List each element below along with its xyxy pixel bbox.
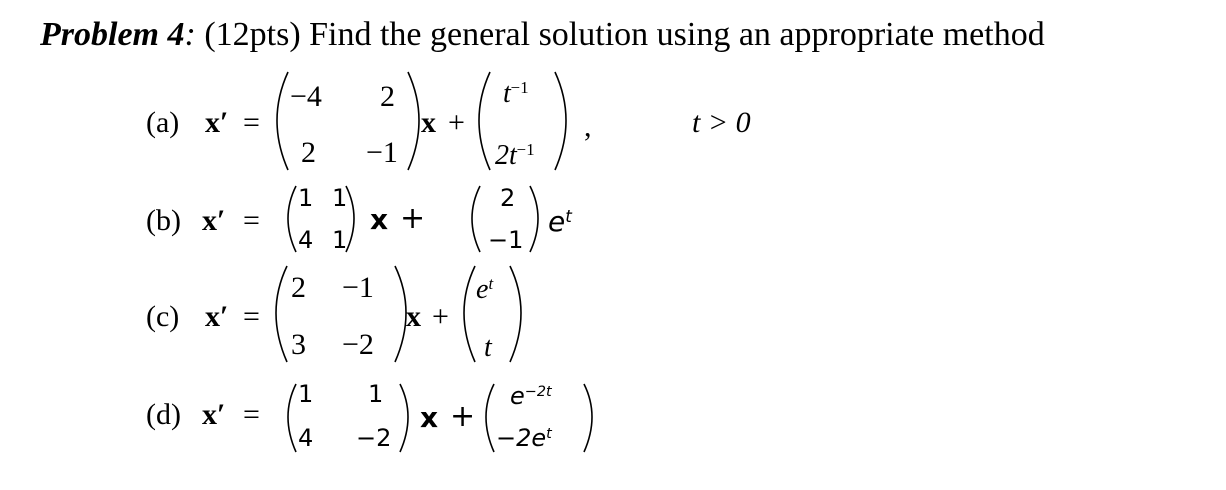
part-a-xprime: x′ <box>205 106 229 139</box>
part-d-m22: −2 <box>356 424 392 452</box>
part-c-m21: 3 <box>291 328 306 361</box>
part-d-vec-bottom: $-2e^t$ <box>496 424 552 452</box>
part-a-m21: 2 <box>301 136 316 169</box>
part-d-x: x <box>420 401 439 434</box>
part-b-m21: 4 <box>298 226 314 254</box>
part-b-x: x <box>370 203 389 236</box>
part-a-m11: −4 <box>290 80 322 113</box>
part-a-x: x <box>421 106 436 139</box>
part-c-vec-top: $e^t$ <box>476 273 494 305</box>
part-c-vec-bottom: t <box>484 332 492 363</box>
part-d-equals: = <box>243 398 260 431</box>
heading-colon: : <box>184 16 196 53</box>
part-d-m12: 1 <box>368 380 384 408</box>
part-b-m12: 1 <box>332 184 348 212</box>
part-b-vec-top: 2 <box>500 184 516 212</box>
part-b-exp: $e^t$ <box>548 205 572 238</box>
part-c-xprime: x′ <box>205 300 229 333</box>
heading-text: (12pts) Find the general solution using an appropriate method <box>195 16 1045 53</box>
part-c-m22: −2 <box>342 328 374 361</box>
part-a-vec-top: $t^{-1}$ <box>503 77 529 109</box>
part-c-x: x <box>406 300 421 333</box>
part-c-equals: = <box>243 300 260 333</box>
part-a-plus: + <box>448 106 465 139</box>
part-a-comma: , <box>584 110 592 143</box>
part-b-plus: + <box>400 201 426 236</box>
part-a-condition: t > 0 <box>692 106 751 139</box>
part-b-equals: = <box>243 204 260 237</box>
part-d-m21: 4 <box>298 424 314 452</box>
part-c-m11: 2 <box>291 271 306 304</box>
part-d-vec-top: $e^{-2t}$ <box>510 382 552 410</box>
part-b-label: (b) <box>146 204 181 237</box>
part-a-m12: 2 <box>380 80 395 113</box>
part-a-vec-bottom: $2t^{-1}$ <box>495 139 535 171</box>
part-b-m11: 1 <box>298 184 314 212</box>
part-d-label: (d) <box>146 398 181 431</box>
part-c-m12: −1 <box>342 271 374 304</box>
part-d-plus: + <box>450 399 476 434</box>
part-d-m11: 1 <box>298 380 314 408</box>
part-c-label: (c) <box>146 300 180 333</box>
part-d-xprime: x′ <box>202 398 226 431</box>
part-a-label: (a) <box>146 106 180 139</box>
part-b-xprime: x′ <box>202 204 226 237</box>
part-b-m22: 1 <box>332 226 348 254</box>
part-c-plus: + <box>432 300 449 333</box>
problem-label: Problem 4 <box>40 16 185 53</box>
part-a-m22: −1 <box>366 136 398 169</box>
part-b-vec-bottom: −1 <box>488 226 524 254</box>
part-a-equals: = <box>243 106 260 139</box>
